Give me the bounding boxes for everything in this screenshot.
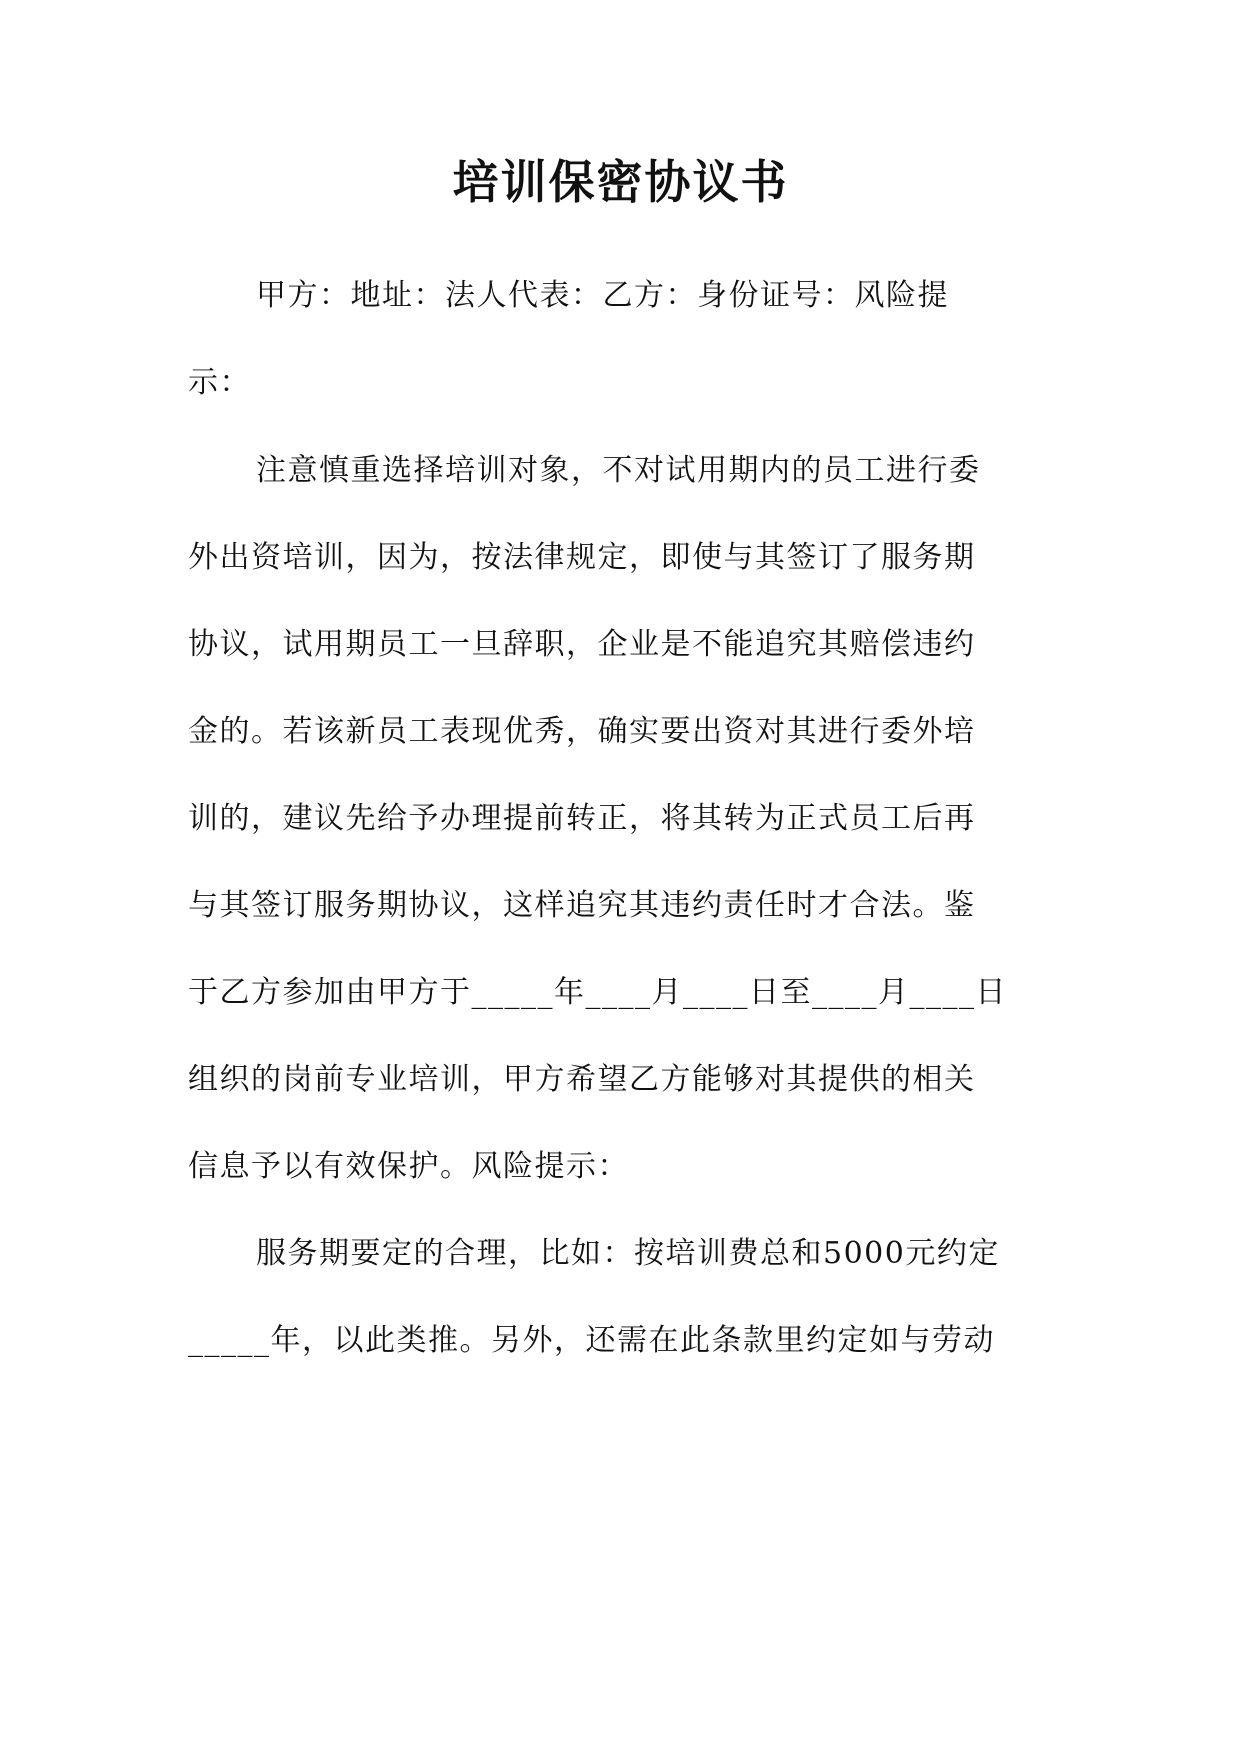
paragraph-line: 训的，建议先给予办理提前转正，将其转为正式员工后再 bbox=[188, 801, 976, 836]
paragraph-line: 协议，试用期员工一旦辞职，企业是不能追究其赔偿违约 bbox=[188, 627, 976, 662]
paragraph-line: _____年，以此类推。另外，还需在此条款里约定如与劳动 bbox=[188, 1323, 995, 1358]
paragraph-line: 示： bbox=[188, 365, 251, 400]
document-title: 培训保密协议书 bbox=[452, 155, 789, 209]
paragraph-line: 组织的岗前专业培训，甲方希望乙方能够对其提供的相关 bbox=[188, 1062, 976, 1097]
paragraph-line: 金的。若该新员工表现优秀，确实要出资对其进行委外培 bbox=[188, 714, 976, 749]
paragraph-line: 于乙方参加由甲方于_____年____月____日至____月____日 bbox=[188, 975, 1007, 1010]
paragraph-line: 信息予以有效保护。风险提示： bbox=[188, 1149, 629, 1184]
paragraph-line: 服务期要定的合理，比如：按培训费总和5000元约定 bbox=[256, 1236, 1000, 1271]
paragraph-line: 外出资培训，因为，按法律规定，即使与其签订了服务期 bbox=[188, 540, 976, 575]
paragraph-line: 与其签订服务期协议，这样追究其违约责任时才合法。鉴 bbox=[188, 888, 976, 923]
paragraph-line: 注意慎重选择培训对象，不对试用期内的员工进行委 bbox=[256, 453, 981, 488]
paragraph-line: 甲方：地址：法人代表：乙方：身份证号：风险提 bbox=[256, 278, 949, 313]
